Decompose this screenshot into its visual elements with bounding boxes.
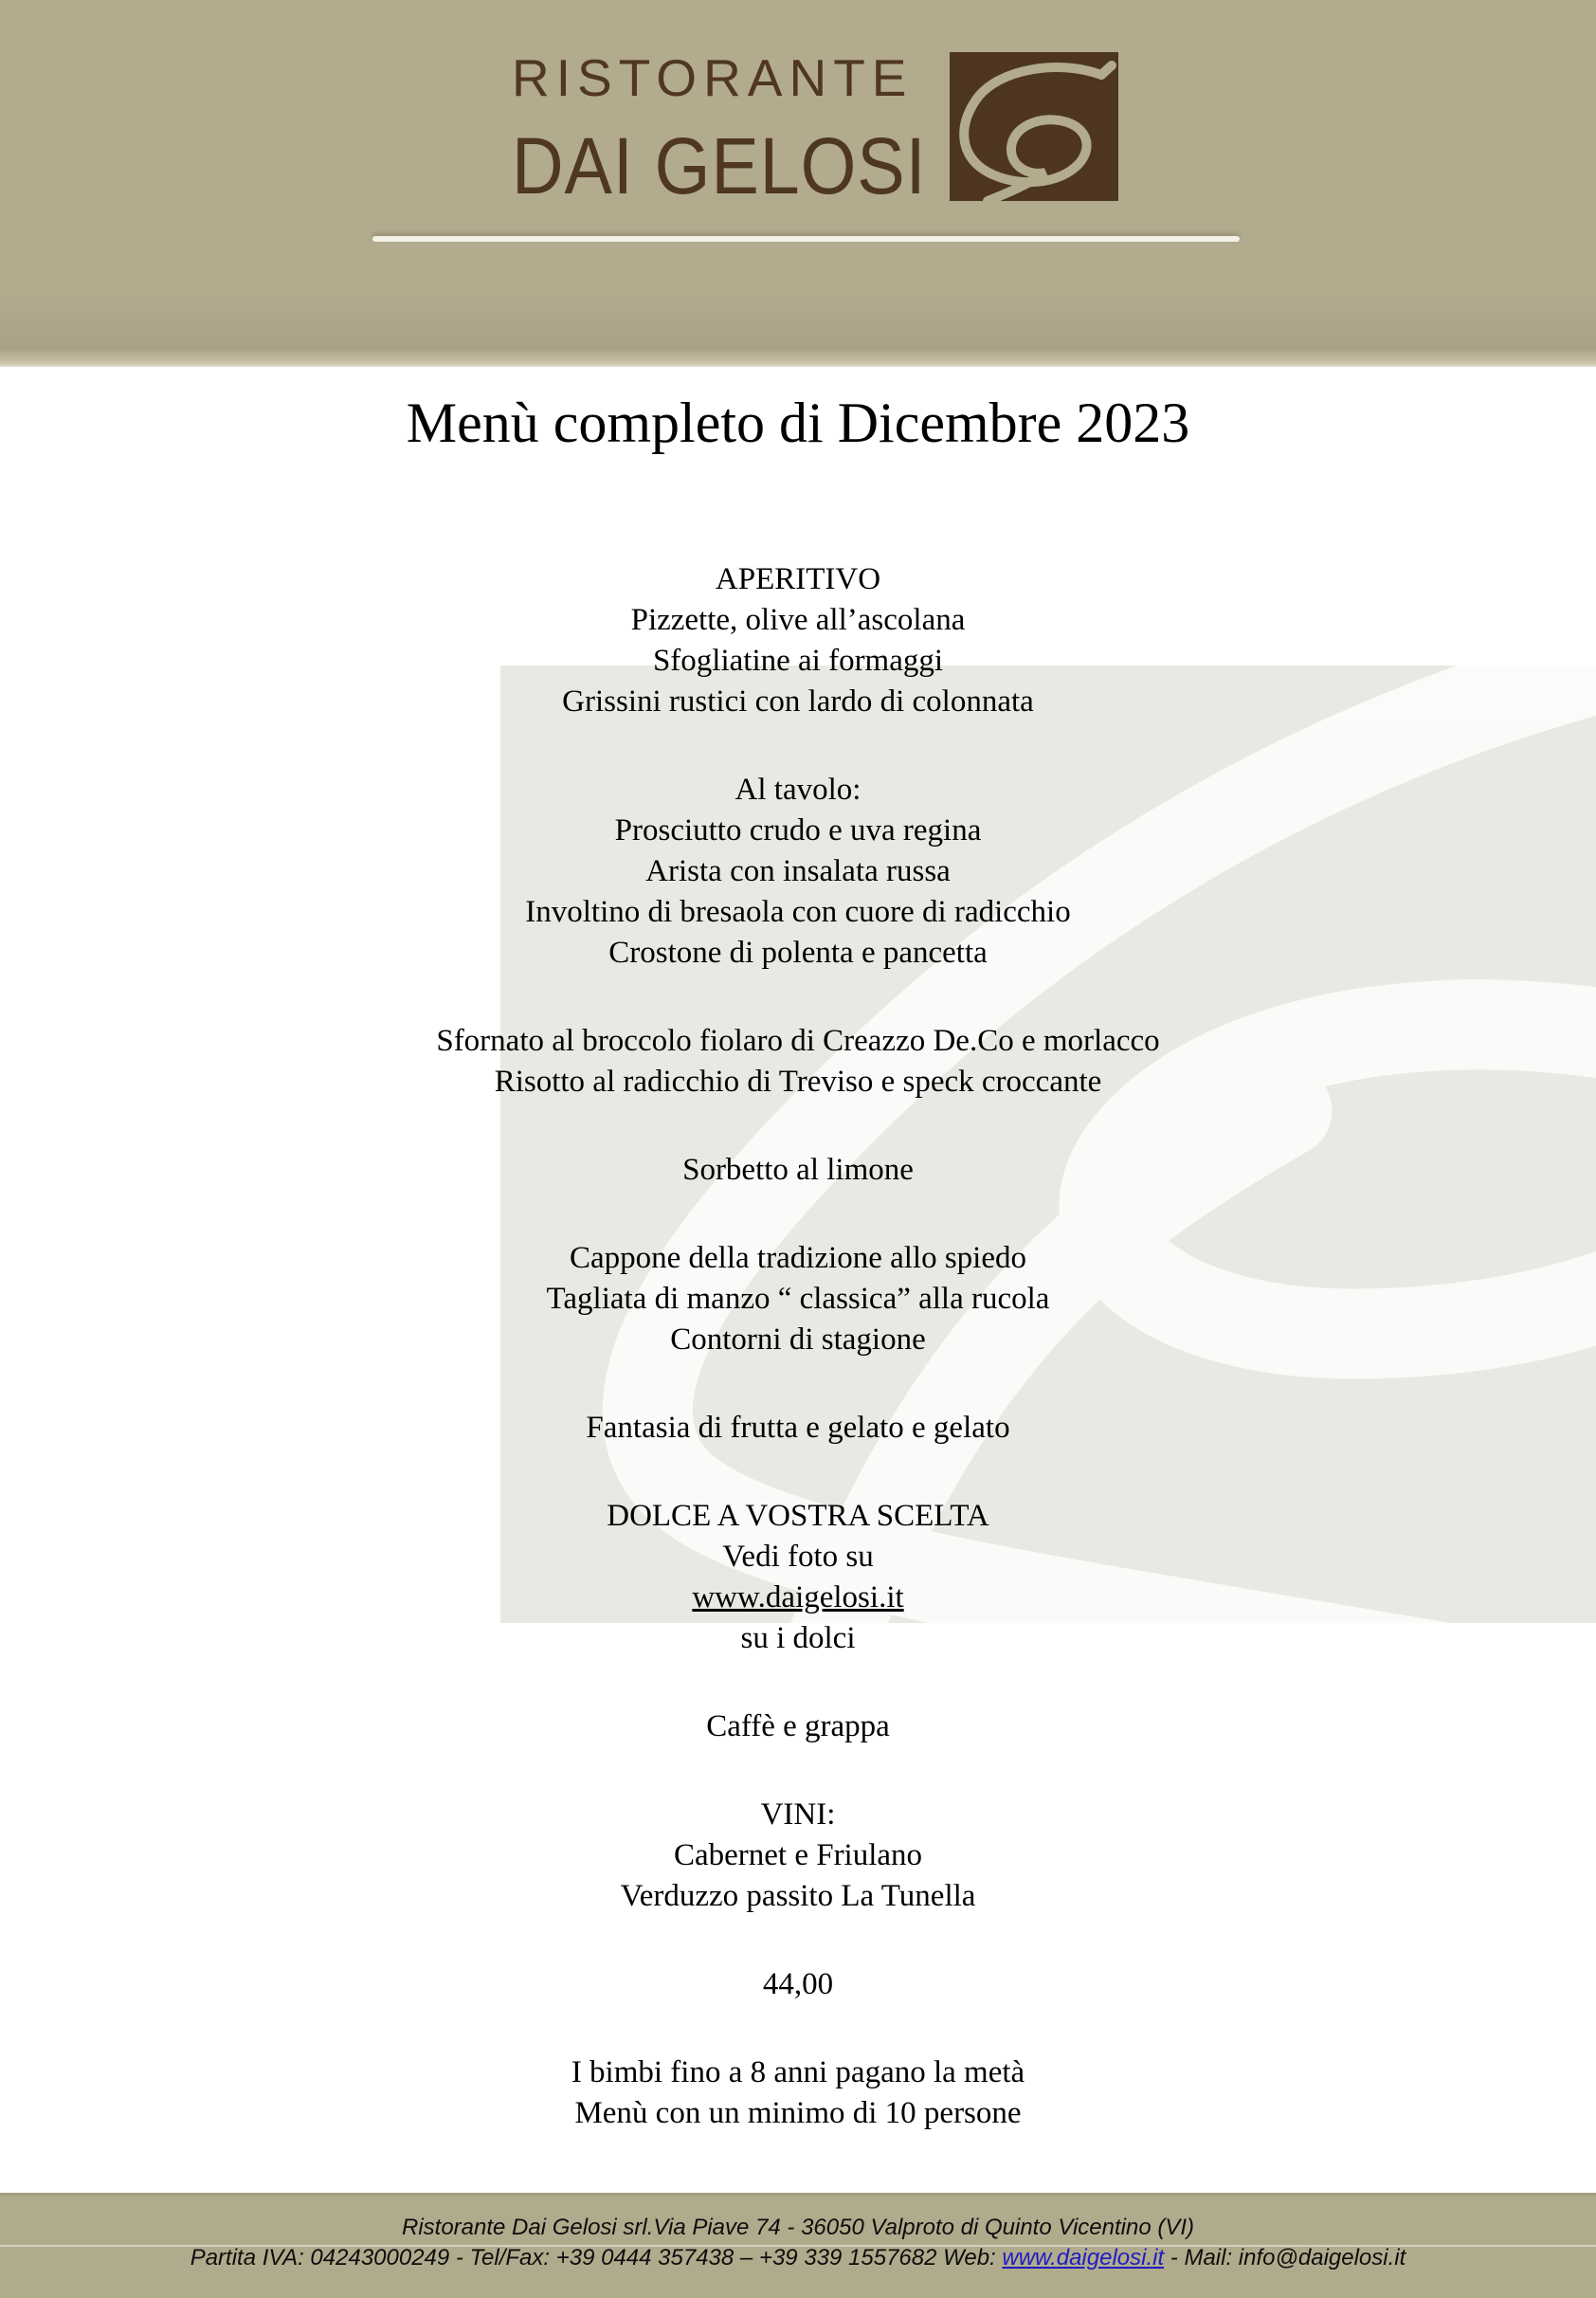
footer-contact-text: Partita IVA: 04243000249 - Tel/Fax: +39 0444 357438 – +39 339 1557682 Web: bbox=[190, 2245, 1003, 2271]
logo-mark bbox=[950, 52, 1118, 201]
menu-line: Crostone di polenta e pancetta bbox=[608, 936, 988, 970]
gelosi-swirl-icon bbox=[950, 52, 1118, 201]
menu-line: Cabernet e Friulano bbox=[673, 1838, 923, 1872]
menu-section-secondi bbox=[0, 1238, 1596, 1360]
menu-line: DOLCE A VOSTRA SCELTA bbox=[607, 1499, 989, 1533]
menu-line: Contorni di stagione bbox=[670, 1322, 926, 1357]
footer-band bbox=[0, 2193, 1596, 2298]
menu-body bbox=[0, 559, 1596, 2181]
menu-line: Fantasia di frutta e gelato e gelato bbox=[586, 1411, 1010, 1445]
brand-line2: DAI GELOSI bbox=[512, 121, 927, 210]
footer-mail-text: - Mail: info@daigelosi.it bbox=[1164, 2245, 1406, 2271]
menu-section-note bbox=[0, 2052, 1596, 2134]
menu-line: Menù con un minimo di 10 persone bbox=[574, 2096, 1022, 2130]
menu-line: Caffè e grappa bbox=[706, 1709, 890, 1743]
menu-section-frutta bbox=[0, 1408, 1596, 1449]
menu-line: Grissini rustici con lardo di colonnata bbox=[562, 684, 1034, 719]
menu-section-al-tavolo bbox=[0, 770, 1596, 974]
menu-line bbox=[0, 1578, 1596, 1618]
menu-section-vini bbox=[0, 1795, 1596, 1917]
menu-line: Cappone della tradizione allo spiedo bbox=[569, 1241, 1026, 1275]
menu-line: Arista con insalata russa bbox=[645, 854, 951, 888]
menu-line: su i dolci bbox=[740, 1621, 856, 1655]
menu-line: Sfornato al broccolo fiolaro di Creazzo De.Co e morlacco bbox=[436, 1024, 1160, 1058]
menu-website-link[interactable]: www.daigelosi.it bbox=[692, 1580, 904, 1614]
menu-line: VINI: bbox=[760, 1797, 836, 1832]
menu-line: Involtino di bresaola con cuore di radicchio bbox=[525, 895, 1071, 929]
menu-line: Sorbetto al limone bbox=[682, 1153, 914, 1187]
menu-line: Vedi foto su bbox=[722, 1540, 874, 1574]
menu-section-sorbetto bbox=[0, 1150, 1596, 1191]
menu-line: I bimbi fino a 8 anni pagano la metà bbox=[571, 2055, 1025, 2089]
footer-contact-line bbox=[0, 2243, 1596, 2273]
brand-line1: RISTORANTE bbox=[512, 48, 914, 107]
menu-line: Verduzzo passito La Tunella bbox=[620, 1879, 976, 1913]
header-band bbox=[0, 0, 1596, 367]
footer-website-link[interactable]: www.daigelosi.it bbox=[1002, 2245, 1165, 2271]
menu-line: Al tavolo: bbox=[735, 773, 861, 807]
page-title: Menù completo di Dicembre 2023 bbox=[406, 392, 1190, 454]
menu-section-aperitivo bbox=[0, 559, 1596, 722]
header-divider bbox=[372, 236, 1240, 242]
menu-line: Risotto al radicchio di Treviso e speck croccante bbox=[494, 1065, 1102, 1099]
menu-price: 44,00 bbox=[762, 1967, 834, 2001]
menu-line: Sfogliatine ai formaggi bbox=[652, 644, 944, 678]
menu-line: Tagliata di manzo “ classica” alla rucola bbox=[546, 1282, 1050, 1316]
menu-line: Prosciutto crudo e uva regina bbox=[614, 813, 982, 848]
menu-line: Pizzette, olive all’ascolana bbox=[630, 603, 966, 637]
menu-section-primi bbox=[0, 1021, 1596, 1103]
menu-line: APERITIVO bbox=[715, 562, 881, 596]
menu-section-dolce bbox=[0, 1496, 1596, 1659]
footer-address: Ristorante Dai Gelosi srl.Via Piave 74 - 36050 Valproto di Quinto Vicentino (VI) bbox=[402, 2215, 1194, 2240]
menu-section-prezzo bbox=[0, 1964, 1596, 2005]
menu-section-caffe bbox=[0, 1706, 1596, 1747]
